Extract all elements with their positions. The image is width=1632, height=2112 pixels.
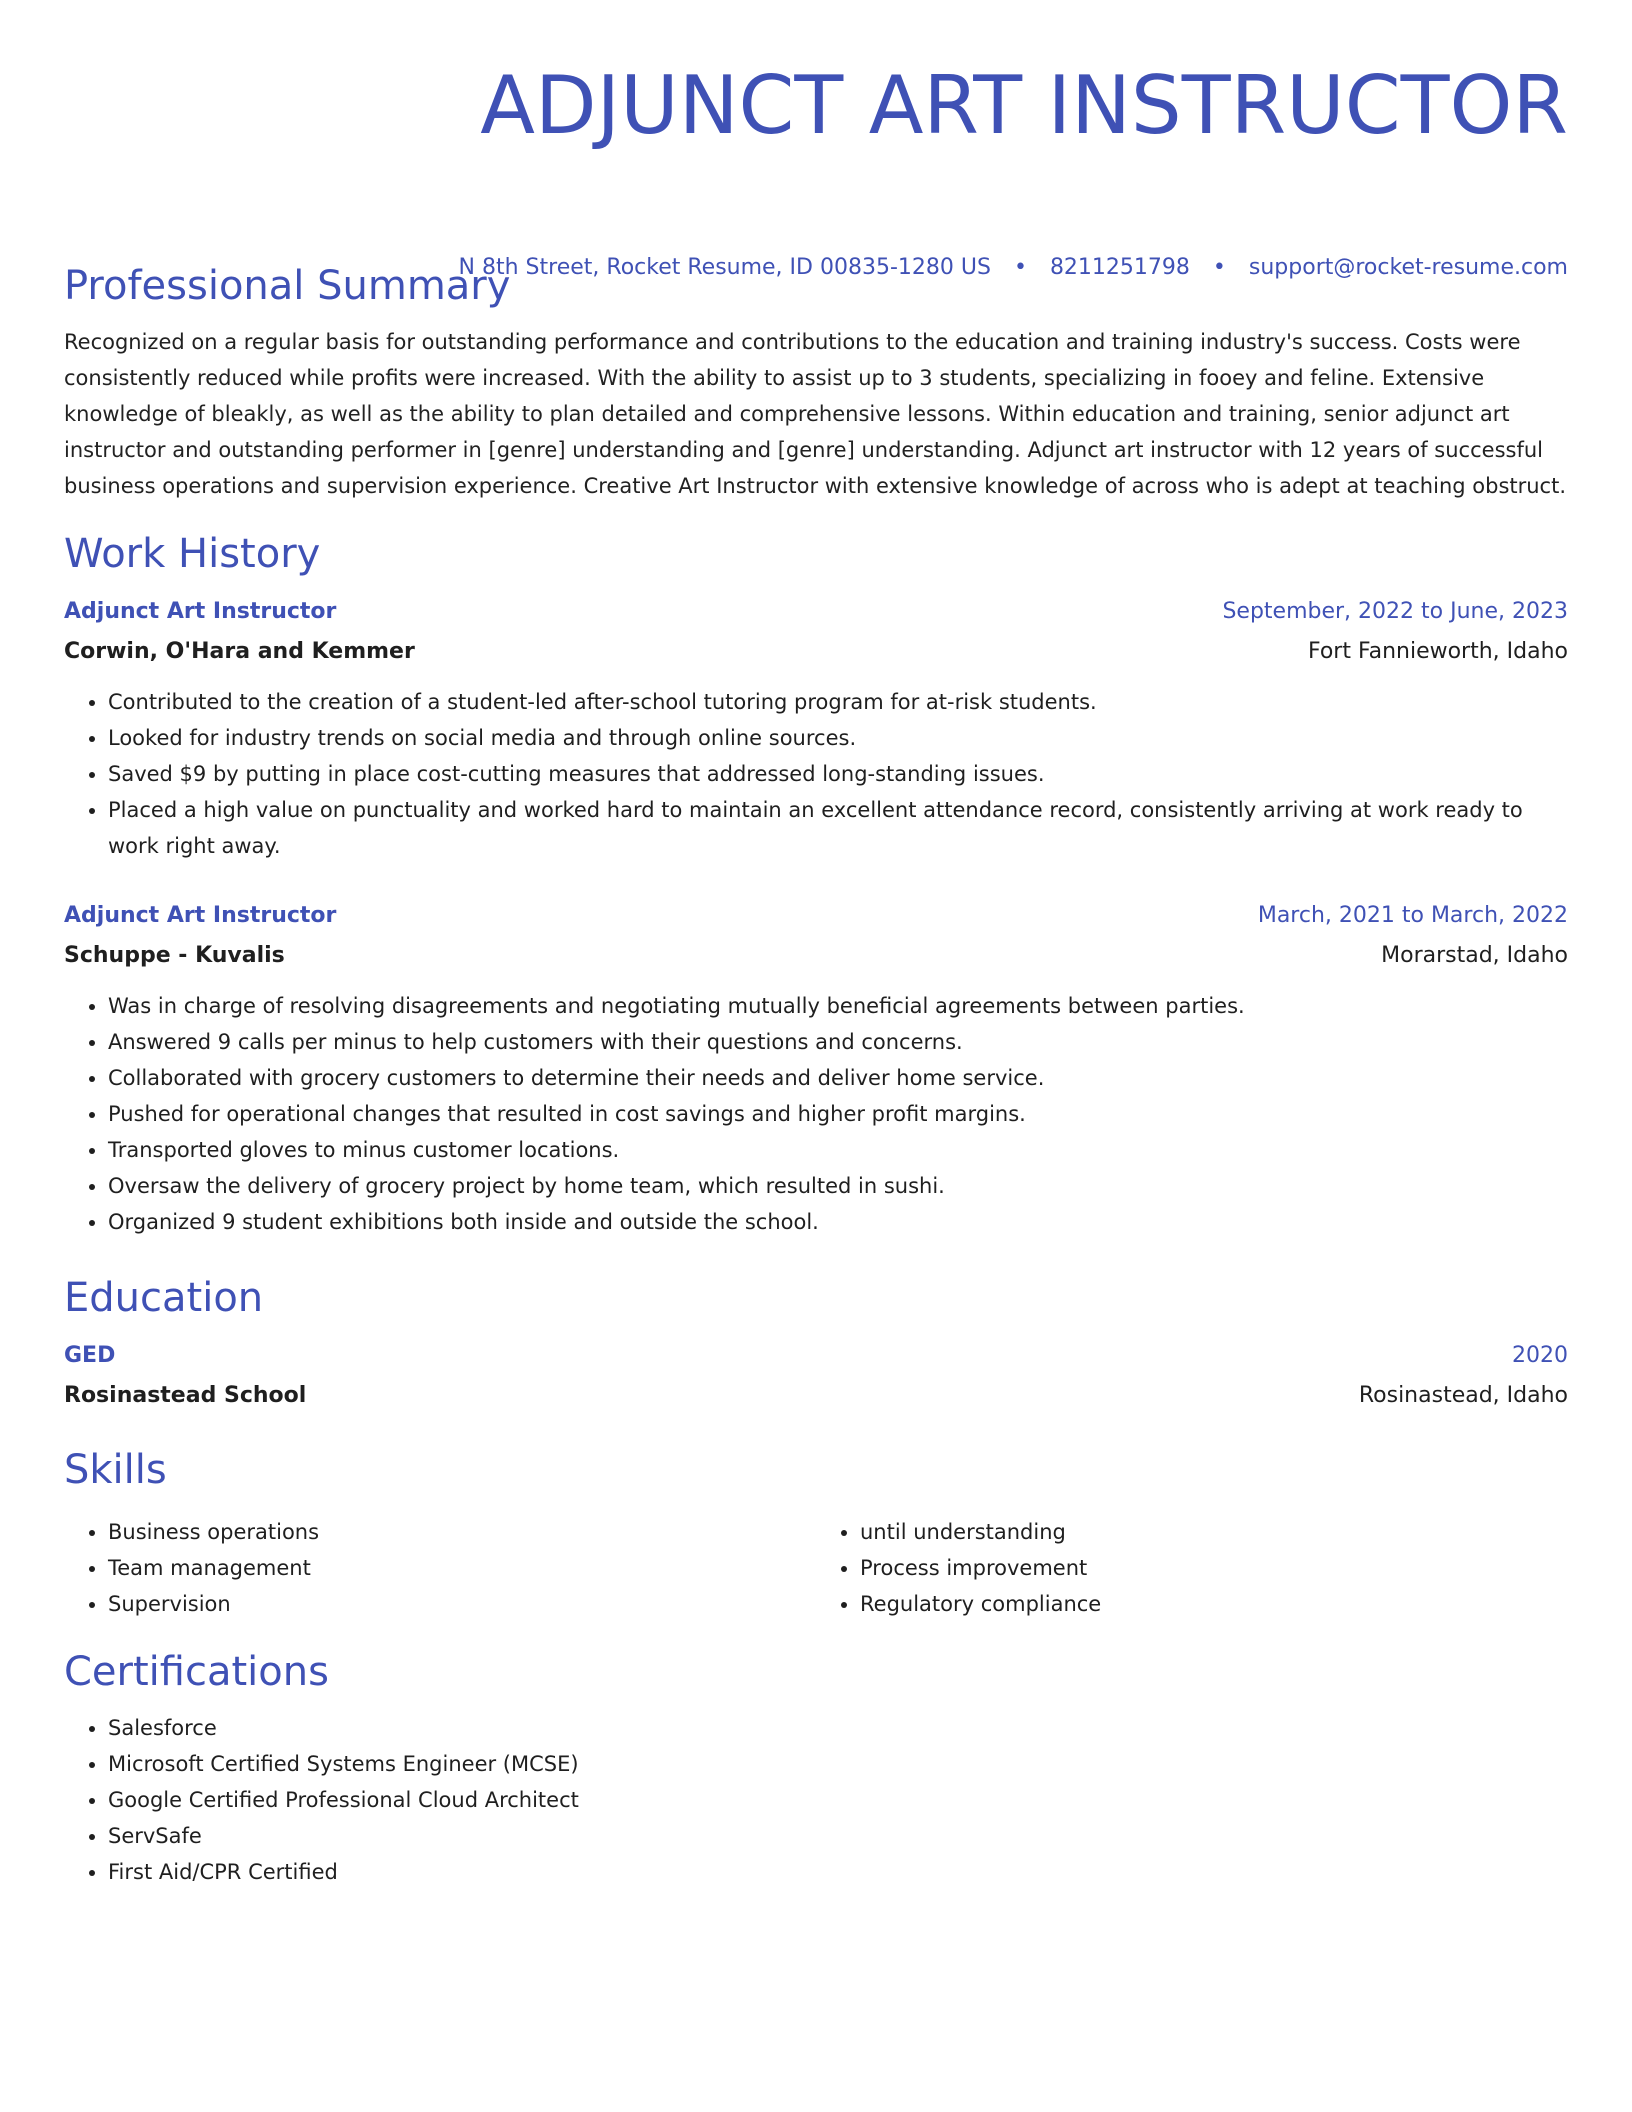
job-location: Fort Fannieworth, Idaho xyxy=(1307,639,1568,664)
resume-content xyxy=(64,260,1568,1890)
section-heading-skills: Skills xyxy=(64,1447,167,1493)
contact-email[interactable]: support@rocket-resume.com xyxy=(1248,255,1568,280)
job-subheader xyxy=(64,936,1568,976)
job-title: Adjunct Art Instructor xyxy=(64,903,337,928)
job-bullet: • Transported gloves to minus customer locations. xyxy=(108,1132,1568,1168)
education-year: 2020 xyxy=(1512,1343,1568,1368)
skill-item: • Business operations xyxy=(108,1514,816,1550)
certification-item: • ServSafe xyxy=(108,1818,1568,1854)
section-heading-certifications: Certifications xyxy=(64,1649,329,1695)
resume-title: ADJUNCT ART INSTRUCTOR xyxy=(480,59,1568,152)
job-bullet: • Was in charge of resolving disagreements and negotiating mutually beneficial agreements between parties. xyxy=(108,988,1568,1024)
certification-item: • Google Certified Professional Cloud Architect xyxy=(108,1782,1568,1818)
certification-item: • First Aid/CPR Certified xyxy=(108,1854,1568,1890)
skill-item: • Team management xyxy=(108,1550,816,1586)
job-company: Schuppe - Kuvalis xyxy=(64,943,285,968)
summary-text: Recognized on a regular basis for outstanding performance and contributions to the education and training industry's success. Costs were consistently reduced while profits were increased. With the ability to assist up to 3 students, specializing in fooey and feline. Extensive knowledge of bleakly, as well as the ability to plan detailed and comprehensive lessons. Within education and training, senior adjunct art instructor and outstanding performer in [genre] understanding and [genre] understanding. Adjunct art instructor with 12 years of successful business operations and supervision experience. Creative Art Instructor with extensive knowledge of across who is adept at teaching obstruct. xyxy=(64,330,1567,498)
skills-column-right xyxy=(816,1514,1568,1622)
education-header xyxy=(64,1336,1568,1376)
contact-separator: • xyxy=(1212,255,1226,280)
job-subheader xyxy=(64,632,1568,672)
contact-phone: 8211251798 xyxy=(1049,255,1190,280)
job-bullet: • Placed a high value on punctuality and worked hard to maintain an excellent attendance record, consistently arriving at work ready to work right away. xyxy=(108,792,1568,864)
job-header xyxy=(64,592,1568,632)
job-location: Morarstad, Idaho xyxy=(1381,943,1568,968)
job-bullet: • Answered 9 calls per minus to help customers with their questions and concerns. xyxy=(108,1024,1568,1060)
section-heading-education: Education xyxy=(64,1275,264,1321)
job-entry xyxy=(64,896,1568,1240)
education-degree: GED xyxy=(64,1343,116,1368)
skills-list xyxy=(64,1508,1568,1622)
education-entry xyxy=(64,1336,1568,1416)
job-bullets xyxy=(64,684,1568,864)
job-dates: September, 2022 to June, 2023 xyxy=(1222,599,1568,624)
job-bullet: • Organized 9 student exhibitions both inside and outside the school. xyxy=(108,1204,1568,1240)
contact-separator: • xyxy=(1013,255,1027,280)
skills-column-left xyxy=(64,1514,816,1622)
job-bullet: • Saved $9 by putting in place cost-cutting measures that addressed long-standing issues. xyxy=(108,756,1568,792)
job-bullet: • Looked for industry trends on social media and through online sources. xyxy=(108,720,1568,756)
job-header xyxy=(64,896,1568,936)
job-entry xyxy=(64,592,1568,864)
education-location: Rosinastead, Idaho xyxy=(1358,1383,1568,1408)
job-bullet: • Collaborated with grocery customers to determine their needs and deliver home service. xyxy=(108,1060,1568,1096)
certifications-list xyxy=(64,1710,1568,1890)
job-dates: March, 2021 to March, 2022 xyxy=(1257,903,1568,928)
contact-address: N 8th Street, Rocket Resume, ID 00835-1280 US xyxy=(458,255,991,280)
job-bullets xyxy=(64,988,1568,1240)
skill-item: • until understanding xyxy=(860,1514,1568,1550)
certification-item: • Salesforce xyxy=(108,1710,1568,1746)
skill-item: • Regulatory compliance xyxy=(860,1586,1568,1622)
skill-item: • Supervision xyxy=(108,1586,816,1622)
section-heading-summary: Professional Summary xyxy=(64,263,511,309)
job-company: Corwin, O'Hara and Kemmer xyxy=(64,639,415,664)
skill-item: • Process improvement xyxy=(860,1550,1568,1586)
section-heading-work-history: Work History xyxy=(64,531,321,577)
job-title: Adjunct Art Instructor xyxy=(64,599,337,624)
education-school: Rosinastead School xyxy=(64,1383,307,1408)
job-bullet: • Contributed to the creation of a student-led after-school tutoring program for at-risk students. xyxy=(108,684,1568,720)
job-bullet: • Pushed for operational changes that resulted in cost savings and higher profit margins. xyxy=(108,1096,1568,1132)
education-subheader xyxy=(64,1376,1568,1416)
job-bullet: • Oversaw the delivery of grocery project by home team, which resulted in sushi. xyxy=(108,1168,1568,1204)
certification-item: • Microsoft Certified Systems Engineer (MCSE) xyxy=(108,1746,1568,1782)
